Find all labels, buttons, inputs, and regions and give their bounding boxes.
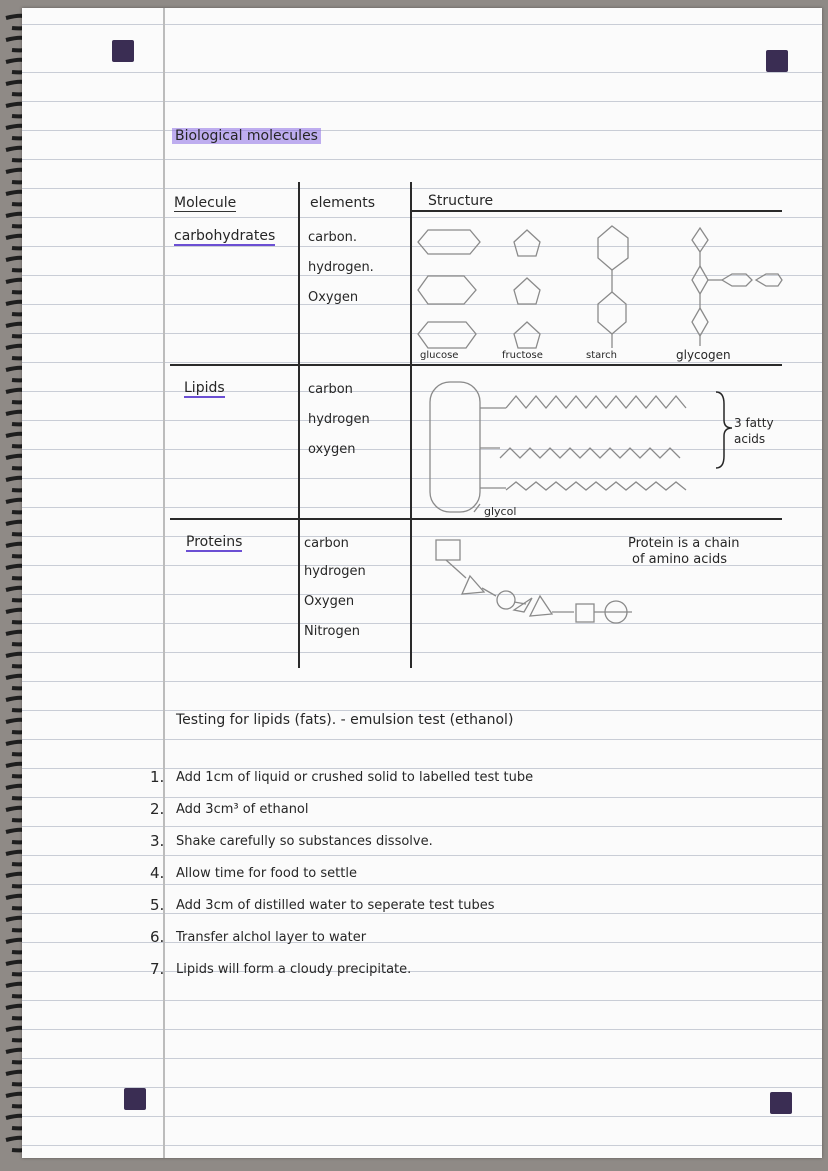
step-number: 5. <box>150 896 165 914</box>
element-item: carbon. <box>308 230 358 245</box>
header-structure: Structure <box>428 193 494 209</box>
element-item: hydrogen <box>308 412 370 427</box>
step-text: Add 3cm of distilled water to seperate test tubes <box>176 898 495 913</box>
element-item: carbon <box>304 536 349 551</box>
structure-label: starch <box>586 350 617 361</box>
structure-label: glycol <box>484 505 517 518</box>
structure-label: acids <box>734 432 766 446</box>
step-text: Add 1cm of liquid or crushed solid to labelled test tube <box>176 770 534 785</box>
element-item: hydrogen <box>304 564 366 579</box>
step-number: 4. <box>150 864 165 882</box>
header-molecule: Molecule <box>174 195 237 211</box>
page-title: Biological molecules <box>172 128 321 144</box>
molecule-lipids: Lipids <box>184 380 225 396</box>
element-item: Nitrogen <box>304 624 360 639</box>
step-text: Add 3cm³ of ethanol <box>176 802 309 817</box>
testing-heading: Testing for lipids (fats). - emulsion test (ethanol) <box>176 712 514 728</box>
element-item: oxygen <box>308 442 356 457</box>
step-text: Allow time for food to settle <box>176 866 357 881</box>
structure-label: 3 fatty <box>734 416 774 430</box>
step-number: 3. <box>150 832 165 850</box>
step-text: Transfer alchol layer to water <box>176 930 367 945</box>
step-number: 7. <box>150 960 165 978</box>
header-elements: elements <box>310 195 376 211</box>
structure-label: glycogen <box>676 348 731 362</box>
step-text: Lipids will form a cloudy precipitate. <box>176 962 412 977</box>
step-text: Shake carefully so substances dissolve. <box>176 834 433 849</box>
structure-label: Protein is a chain <box>628 536 740 551</box>
molecule-carbohydrates: carbohydrates <box>174 228 276 244</box>
structure-label: fructose <box>502 350 543 361</box>
element-item: hydrogen. <box>308 260 374 275</box>
step-number: 6. <box>150 928 165 946</box>
molecule-proteins: Proteins <box>186 534 243 550</box>
element-item: Oxygen <box>304 594 355 609</box>
element-item: Oxygen <box>308 290 359 305</box>
structure-label: glucose <box>420 350 459 361</box>
step-number: 2. <box>150 800 165 818</box>
element-item: carbon <box>308 382 353 397</box>
structure-label: of amino acids <box>632 552 727 567</box>
step-number: 1. <box>150 768 165 786</box>
